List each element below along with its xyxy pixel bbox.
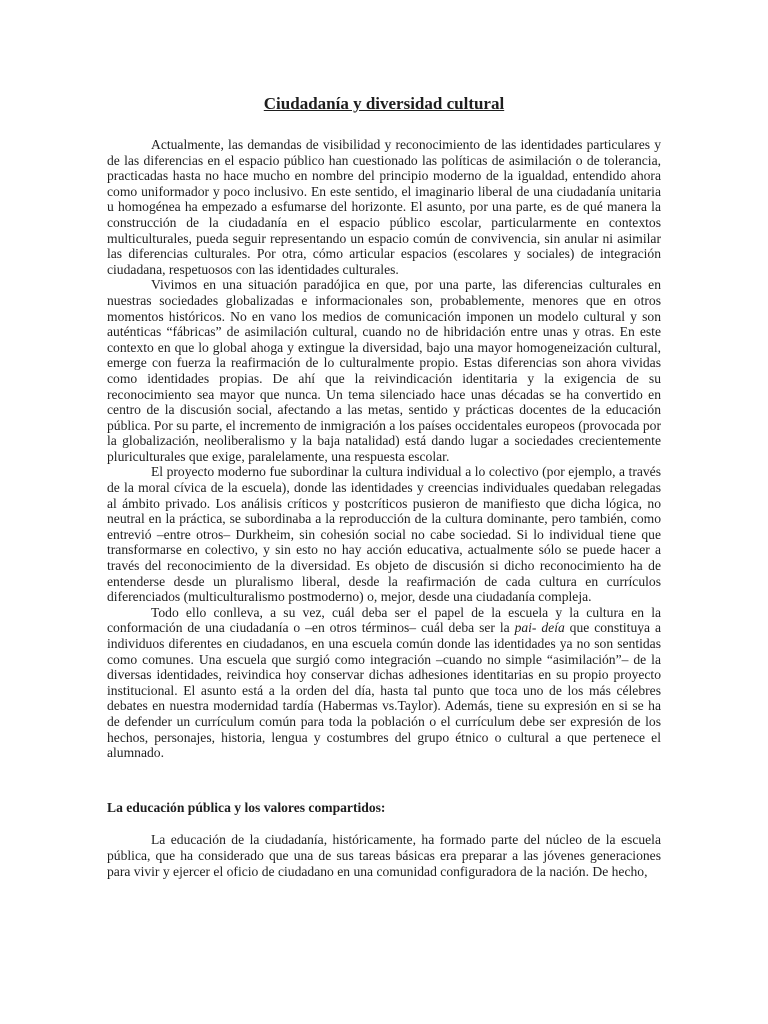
paragraph-4-emphasis: pai- deía (514, 620, 565, 636)
section-body (107, 832, 661, 879)
section-paragraph-1: La educación de la ciudadanía, históricamente, ha formado parte del núcleo de la escuela pública, que ha considerado que una de sus tareas básicas era preparar a las jóvenes generaciones para vivir y ejercer el oficio de ciudadano en una comunidad configuradora de la nación. De hecho, (107, 832, 661, 879)
paragraph-4-text-after: que constituya a individuos diferentes en ciudadanos, en una escuela común donde las identidades ya no son sentidas como comunes. Una escuela que surgió como integración –cuando no simple “asimilación”– de la diversas identidades, reivindica hoy conservar dichas adhesiones identitarias en su propio proyecto institucional. El asunto está a la orden del día, hasta tal punto que toca uno de los más célebres debates en nuestra modernidad tardía (Habermas vs.Taylor). Además, tiene su expresión en si se ha de defender un currículum común para toda la población o el currículum debe ser expresión de los hechos, personajes, historia, lengua y costumbres del grupo étnico o cultural a que pertenece el alumnado. (107, 620, 661, 761)
document-page (107, 0, 661, 879)
paragraph-4 (107, 605, 661, 761)
document-title: Ciudadanía y diversidad cultural (263, 94, 505, 113)
paragraph-2: Vivimos en una situación paradójica en que, por una parte, las diferencias culturales en nuestras sociedades globalizadas e informacionales son, probablemente, menores que en otros momentos históricos. No en vano los medios de comunicación imponen un modelo cultural y son auténticas “fábricas” de asimilación cultural, cuando no de hibridación entre unas y otras. En este contexto en que lo global ahoga y extingue la diversidad, bajo una mayor homogeneización cultural, emerge con fuerza la reafirmación de lo culturalmente propio. Estas diferencias son ahora vividas como identidades propias. De ahí que la reivindicación identitaria y la exigencia de su reconocimiento sea mayor que nunca. Un tema silenciado hace unas décadas se ha convertido en centro de la discusión social, afectando a las metas, sentido y prácticas docentes de la educación pública. Por su parte, el incremento de inmigración a los países occidentales europeos (provocada por la globalización, neoliberalismo y la baja natalidad) está dando lugar a sociedades crecientemente pluriculturales que exige, paralelamente, una respuesta escolar. (107, 277, 661, 464)
paragraph-1: Actualmente, las demandas de visibilidad y reconocimiento de las identidades particulares y de las diferencias en el espacio público han cuestionado las políticas de asimilación o de tolerancia, practicadas hasta no hace mucho en nombre del principio moderno de la igualdad, entendido ahora como uniformador y poco inclusivo. En este sentido, el imaginario liberal de una ciudadanía unitaria u homogénea ha empezado a esfumarse del horizonte. El asunto, por una parte, es de qué manera la construcción de la ciudadanía en el espacio público escolar, particularmente en contextos multiculturales, pueda seguir representando un espacio común de convivencia, sin anular ni asimilar las diferencias culturales. Por otra, cómo articular espacios (escolares y sociales) de integración ciudadana, respetuosos con las identidades culturales. (107, 137, 661, 277)
paragraph-3: El proyecto moderno fue subordinar la cultura individual a lo colectivo (por ejemplo, a través de la moral cívica de la escuela), donde las identidades y creencias individuales quedaban relegadas al ámbito privado. Los análisis críticos y postcríticos pusieron de manifiesto que dicha lógica, no neutral en la práctica, se subordinaba a la reproducción de la cultura dominante, pero también, como entrevió –entre otros– Durkheim, sin cohesión social no cabe sociedad. Si lo individual tiene que transformarse en colectivo, y sin esto no hay acción educativa, actualmente sólo se puede hacer a través del reconocimiento de la diversidad. Es objeto de discusión si dicho reconocimiento ha de entenderse desde un pluralismo liberal, desde la reafirmación de cada cultura en currículos diferenciados (multiculturalismo postmoderno) o, mejor, desde una ciudadanía compleja. (107, 464, 661, 605)
section-heading: La educación pública y los valores compartidos: (107, 799, 386, 815)
document-body (107, 137, 661, 761)
paragraph-4-text-before: Todo ello conlleva, a su vez, cuál deba ser el papel de la escuela y la cultura en la conformación de una ciudadanía o –en otros términos– cuál deba ser la (107, 604, 661, 636)
